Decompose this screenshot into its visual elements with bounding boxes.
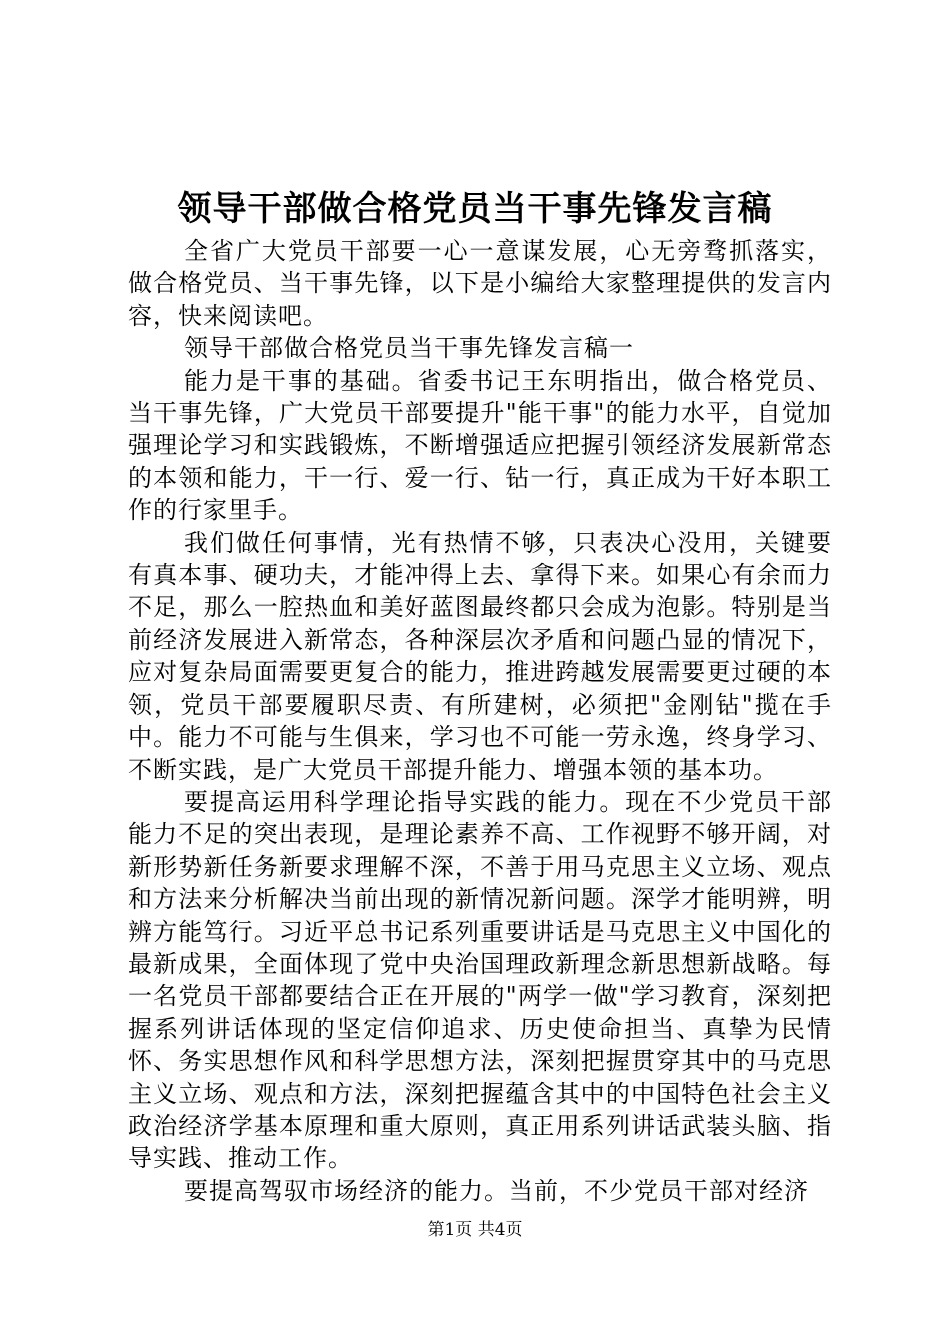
- document-title: 领导干部做合格党员当干事先锋发言稿: [177, 189, 773, 229]
- paragraph-theory-practice: 要提高运用科学理论指导实践的能力。现在不少党员干部能力不足的突出表现，是理论素养不高、工作视野不够开阔，对新形势新任务新要求理解不深，不善于用马克思主义立场、观点和方法来分析解决当前出现的新情况新问题。深学才能明辨，明辨方能笃行。习近平总书记系列重要讲话是马克思主义中国化的最新成果，全面体现了党中央治国理政新理念新思想新战略。每一名党员干部都要结合正在开展的"两学一做"学习教育，深刻把握系列讲话体现的坚定信仰追求、历史使命担当、真挚为民情怀、务实思想作风和科学思想方法，深刻把握贯穿其中的马克思主义立场、观点和方法，深刻把握蕴含其中的中国特色社会主义政治经济学基本原理和重大原则，真正用系列讲话武装头脑、指导实践、推动工作。: [128, 787, 832, 1173]
- paragraph-real-skills: 我们做任何事情，光有热情不够，只表决心没用，关键要有真本事、硬功夫，才能冲得上去、拿得下来。如果心有余而力不足，那么一腔热血和美好蓝图最终都只会成为泡影。特别是当前经济发展进入新常态，各种深层次矛盾和问题凸显的情况下，应对复杂局面需要更复合的能力，推进跨越发展需要更过硬的本领，党员干部要履职尽责、有所建树，必须把"金刚钻"揽在手中。能力不可能与生俱来，学习也不可能一劳永逸，终身学习、不断实践，是广大党员干部提升能力、增强本领的基本功。: [128, 528, 832, 784]
- paragraph-intro: 全省广大党员干部要一心一意谋发展，心无旁骛抓落实，做合格党员、当干事先锋，以下是小编给大家整理提供的发言内容，快来阅读吧。: [128, 237, 832, 330]
- paragraph-market-economy: 要提高驾驭市场经济的能力。当前，不少党员干部对经济: [184, 1176, 809, 1205]
- paragraph-ability-foundation: 能力是干事的基础。省委书记王东明指出，做合格党员、当干事先锋，广大党员干部要提升"能干事"的能力水平，自觉加强理论学习和实践锻炼，不断增强适应把握引领经济发展新常态的本领和能力，干一行、爱一行、钻一行，真正成为干好本职工作的行家里手。: [128, 366, 832, 525]
- paragraph-subheading: 领导干部做合格党员当干事先锋发言稿一: [184, 334, 634, 363]
- document-body: [128, 235, 832, 1207]
- page-number-footer: 第1页 共4页: [427, 1220, 523, 1240]
